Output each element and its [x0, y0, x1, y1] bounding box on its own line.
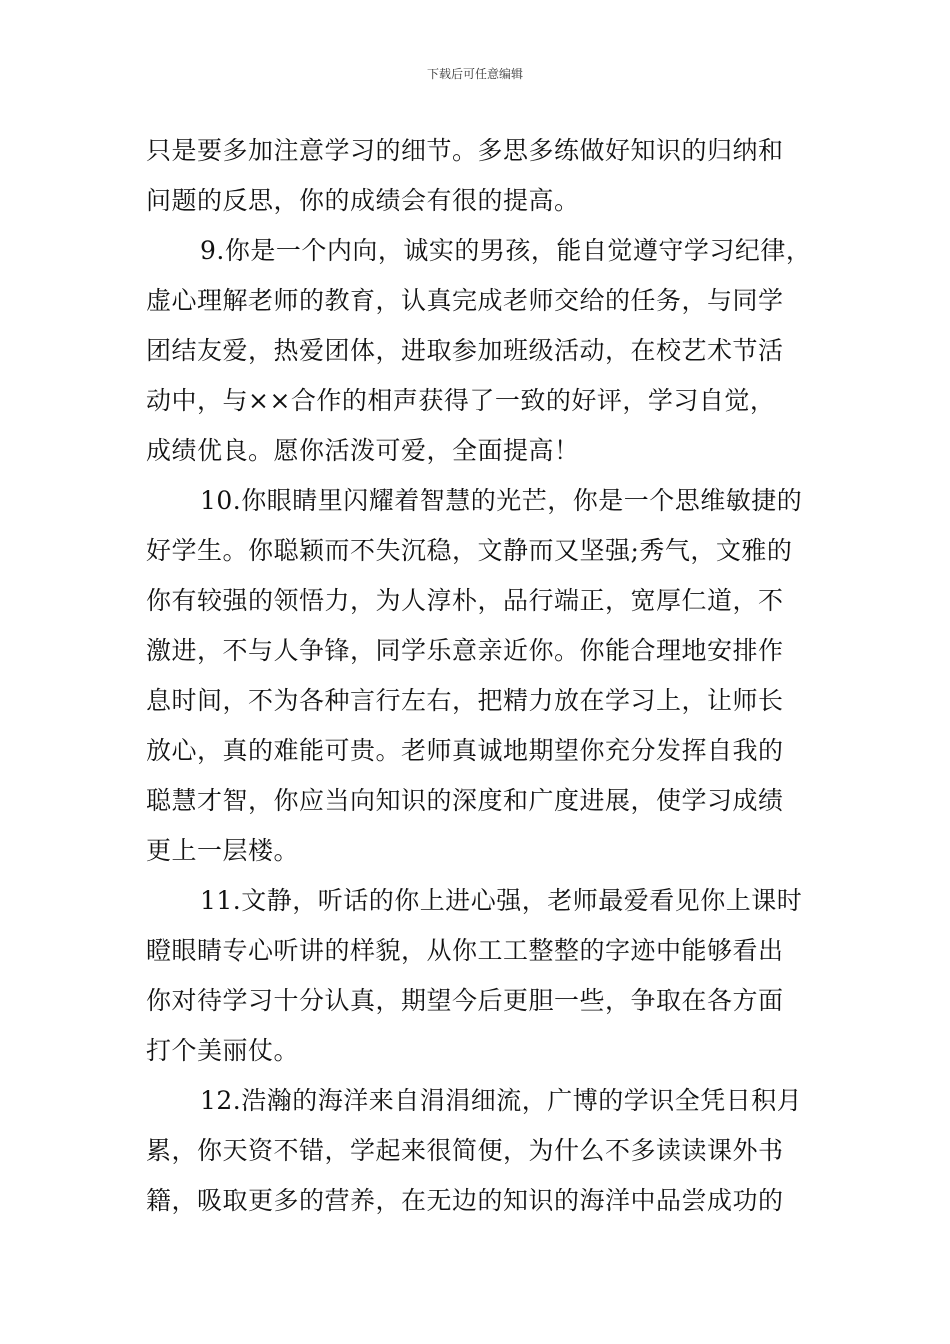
text-line: 激进，不与人争锋，同学乐意亲近你。你能合理地安排作 [146, 636, 784, 665]
paragraph-12-start: 12.浩瀚的海洋来自涓涓细流，广博的学识全凭日积月 [200, 1086, 803, 1115]
text-line: 聪慧才智，你应当向知识的深度和广度进展，使学习成绩 [146, 786, 784, 815]
text-line: 只是要多加注意学习的细节。多思多练做好知识的归纳和 [146, 136, 784, 165]
text-line: 息时间，不为各种言行左右，把精力放在学习上，让师长 [146, 686, 784, 715]
page-header-note: 下载后可任意编辑 [426, 67, 523, 81]
text-line: 你有较强的领悟力，为人淳朴，品行端正，宽厚仁道，不 [146, 586, 784, 615]
text-line: 更上一层楼。 [146, 836, 300, 865]
text-line: 籍，吸取更多的营养，在无边的知识的海洋中品尝成功的 [146, 1186, 784, 1215]
paragraph-10-start: 10.你眼睛里闪耀着智慧的光芒，你是一个思维敏捷的 [200, 486, 803, 515]
text-line: 好学生。你聪颖而不失沉稳，文静而又坚强;秀气，文雅的 [146, 536, 793, 565]
text-line: 打个美丽仗。 [146, 1036, 300, 1065]
text-line: 放心，真的难能可贵。老师真诚地期望你充分发挥自我的 [146, 736, 784, 765]
text-line: 成绩优良。愿你活泼可爱，全面提高！ [146, 436, 580, 465]
text-line: 瞪眼睛专心听讲的样貌，从你工工整整的字迹中能够看出 [146, 936, 784, 965]
text-line: 你对待学习十分认真，期望今后更胆一些，争取在各方面 [146, 986, 784, 1015]
text-line: 虚心理解老师的教育，认真完成老师交给的任务，与同学 [146, 286, 784, 315]
text-line: 累，你天资不错，学起来很简便，为什么不多读读课外书 [146, 1136, 784, 1165]
paragraph-9-start: 9.你是一个内向，诚实的男孩，能自觉遵守学习纪律， [200, 236, 812, 265]
document-body [146, 126, 826, 1226]
text-line: 团结友爱，热爱团体，进取参加班级活动，在校艺术节活 [146, 336, 784, 365]
text-line: 问题的反思，你的成绩会有很的提高。 [146, 186, 580, 215]
paragraph-11-start: 11.文静，听话的你上进心强，老师最爱看见你上课时 [200, 886, 803, 915]
text-line: 动中，与××合作的相声获得了一致的好评，学习自觉， [146, 386, 776, 415]
